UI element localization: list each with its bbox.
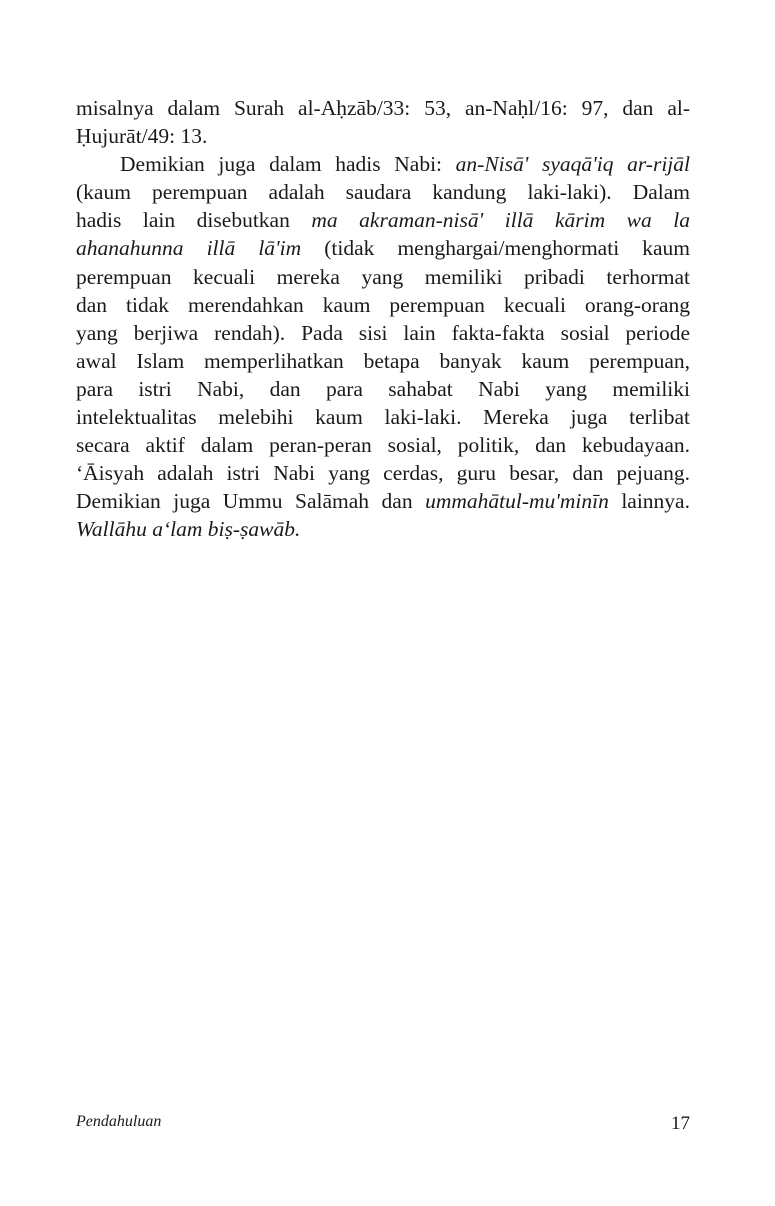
paragraph2-line6: dan tidak merendahkan kaum perempuan kecuali orang-orang [76,292,690,317]
page-body [76,94,690,544]
paragraph2-line9: para istri Nabi, dan para sahabat Nabi yang memiliki [76,376,690,401]
paragraph2-line13 [76,487,690,515]
paragraph2-line4 [76,234,690,262]
paragraph2-line12: ‘Āisyah adalah istri Nabi yang cerdas, guru besar, dan pejuang. [76,461,690,486]
paragraph2-line13-text: Demikian juga Ummu Salāmah dan [76,489,426,514]
paragraph2-line3-italic: ma akraman-nisā' illā kārim wa la [311,208,690,233]
paragraph2-line3 [76,206,690,234]
paragraph2-line7: yang berjiwa rendah). Pada sisi lain fakta-fakta sosial periode [76,320,690,345]
paragraph2-line14 [76,515,690,543]
paragraph2-line14-italic: Wallāhu a‘lam biṣ-ṣawāb. [76,517,301,542]
paragraph2-line1-italic: an-Nisā' syaqā'iq ar-rijāl [455,152,690,177]
paragraph2-line2: (kaum perempuan adalah saudara kandung laki-laki). Dalam [76,180,690,205]
paragraph2-line10: intelektualitas melebihi kaum laki-laki. Mereka juga terlibat [76,405,690,430]
paragraph2-line4-italic: ahanahunna illā lā'im [76,236,302,261]
paragraph2-line1 [76,150,690,178]
paragraph1-line2: Ḥujurāt/49: 13. [76,124,208,149]
paragraph2-line3-text: hadis lain disebutkan [76,208,312,233]
paragraph2-line4-text: (tidak menghargai/menghormati kaum [301,236,690,261]
paragraph2-line8: awal Islam memperlihatkan betapa banyak kaum perempuan, [76,348,690,373]
paragraph2-line1-text: Demikian juga dalam hadis Nabi: [120,152,456,177]
running-footer-section: Pendahuluan [76,1113,162,1130]
paragraph1-line1: misalnya dalam Surah al-Aḥzāb/33: 53, an-Naḥl/16: 97, dan al- [76,96,690,120]
page-number: 17 [671,1113,690,1134]
paragraph2-line11: secara aktif dalam peran-peran sosial, politik, dan kebudayaan. [76,433,690,458]
paragraph2-line13-tail: lainnya. [608,489,690,514]
paragraph2-line13-italic: ummahātul-mu'minīn [425,489,609,514]
paragraph2-line5: perempuan kecuali mereka yang memiliki pribadi terhormat [76,264,690,289]
